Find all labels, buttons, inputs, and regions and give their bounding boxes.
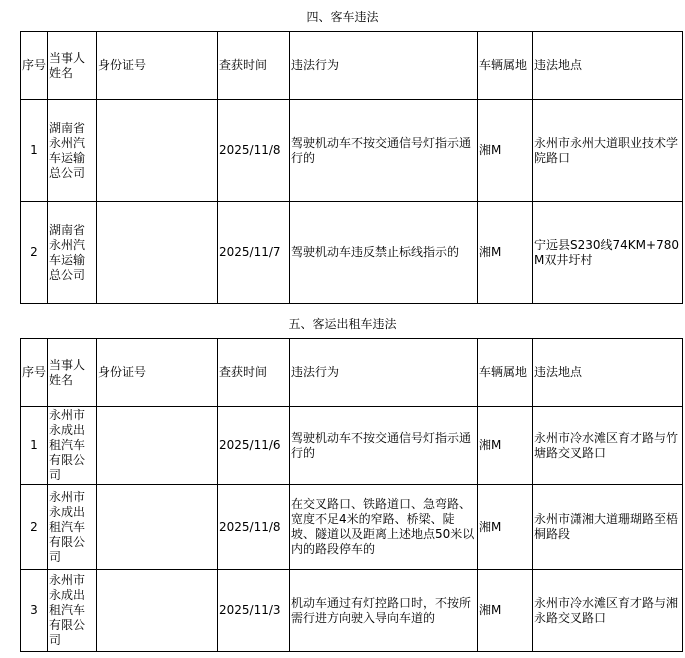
- cell-time: 2025/11/7: [218, 202, 290, 304]
- cell-time: 2025/11/8: [218, 485, 290, 570]
- cell-plate: 湘M: [478, 570, 533, 652]
- cell-place: 永州市冷水滩区育才路与竹塘路交叉路口: [533, 407, 683, 485]
- header-time: 查获时间: [218, 32, 290, 100]
- cell-id: [97, 407, 218, 485]
- cell-id: [97, 485, 218, 570]
- cell-place: 宁远县S230线74KM+780M双井圩村: [533, 202, 683, 304]
- header-id: 身份证号: [97, 339, 218, 407]
- cell-act: 在交叉路口、铁路道口、急弯路、宽度不足4米的窄路、桥梁、陡坡、隧道以及距离上述地点50米以内的路段停车的: [290, 485, 478, 570]
- cell-id: [97, 100, 218, 202]
- cell-id: [97, 570, 218, 652]
- table-header-row: [21, 32, 683, 100]
- cell-name: 永州市永成出租汽车有限公司: [48, 570, 97, 652]
- header-act: 违法行为: [290, 339, 478, 407]
- cell-act: 驾驶机动车不按交通信号灯指示通行的: [290, 100, 478, 202]
- header-id: 身份证号: [97, 32, 218, 100]
- cell-place: 永州市冷水滩区育才路与湘永路交叉路口: [533, 570, 683, 652]
- cell-act: 驾驶机动车不按交通信号灯指示通行的: [290, 407, 478, 485]
- cell-act: 机动车通过有灯控路口时，不按所需行进方向驶入导向车道的: [290, 570, 478, 652]
- cell-no: 1: [21, 100, 48, 202]
- table-row: [21, 485, 683, 570]
- header-no: 序号: [21, 339, 48, 407]
- cell-name: 湖南省永州汽车运输总公司: [48, 100, 97, 202]
- cell-plate: 湘M: [478, 407, 533, 485]
- section-title-passenger: 四、客车违法: [306, 10, 379, 24]
- cell-place: 永州市潇湘大道珊瑚路至梧桐路段: [533, 485, 683, 570]
- table-row: [21, 407, 683, 485]
- header-plate: 车辆属地: [478, 32, 533, 100]
- cell-name: 湖南省永州汽车运输总公司: [48, 202, 97, 304]
- header-name: 当事人姓名: [48, 32, 97, 100]
- cell-name: 永州市永成出租汽车有限公司: [48, 407, 97, 485]
- cell-no: 2: [21, 485, 48, 570]
- cell-no: 1: [21, 407, 48, 485]
- table-row: [21, 202, 683, 304]
- header-no: 序号: [21, 32, 48, 100]
- header-plate: 车辆属地: [478, 339, 533, 407]
- header-time: 查获时间: [218, 339, 290, 407]
- cell-time: 2025/11/8: [218, 100, 290, 202]
- cell-no: 3: [21, 570, 48, 652]
- header-place: 违法地点: [533, 32, 683, 100]
- cell-place: 永州市永州大道职业技术学院路口: [533, 100, 683, 202]
- table-header-row: [21, 339, 683, 407]
- taxi-violations-table: [20, 338, 683, 652]
- header-name: 当事人姓名: [48, 339, 97, 407]
- cell-act: 驾驶机动车违反禁止标线指示的: [290, 202, 478, 304]
- cell-name: 永州市永成出租汽车有限公司: [48, 485, 97, 570]
- cell-plate: 湘M: [478, 202, 533, 304]
- table-row: [21, 570, 683, 652]
- header-act: 违法行为: [290, 32, 478, 100]
- cell-id: [97, 202, 218, 304]
- table-row: [21, 100, 683, 202]
- cell-time: 2025/11/6: [218, 407, 290, 485]
- cell-no: 2: [21, 202, 48, 304]
- cell-time: 2025/11/3: [218, 570, 290, 652]
- passenger-violations-table: [20, 31, 683, 304]
- cell-plate: 湘M: [478, 100, 533, 202]
- cell-plate: 湘M: [478, 485, 533, 570]
- header-place: 违法地点: [533, 339, 683, 407]
- section-title-taxi: 五、客运出租车违法: [288, 317, 397, 331]
